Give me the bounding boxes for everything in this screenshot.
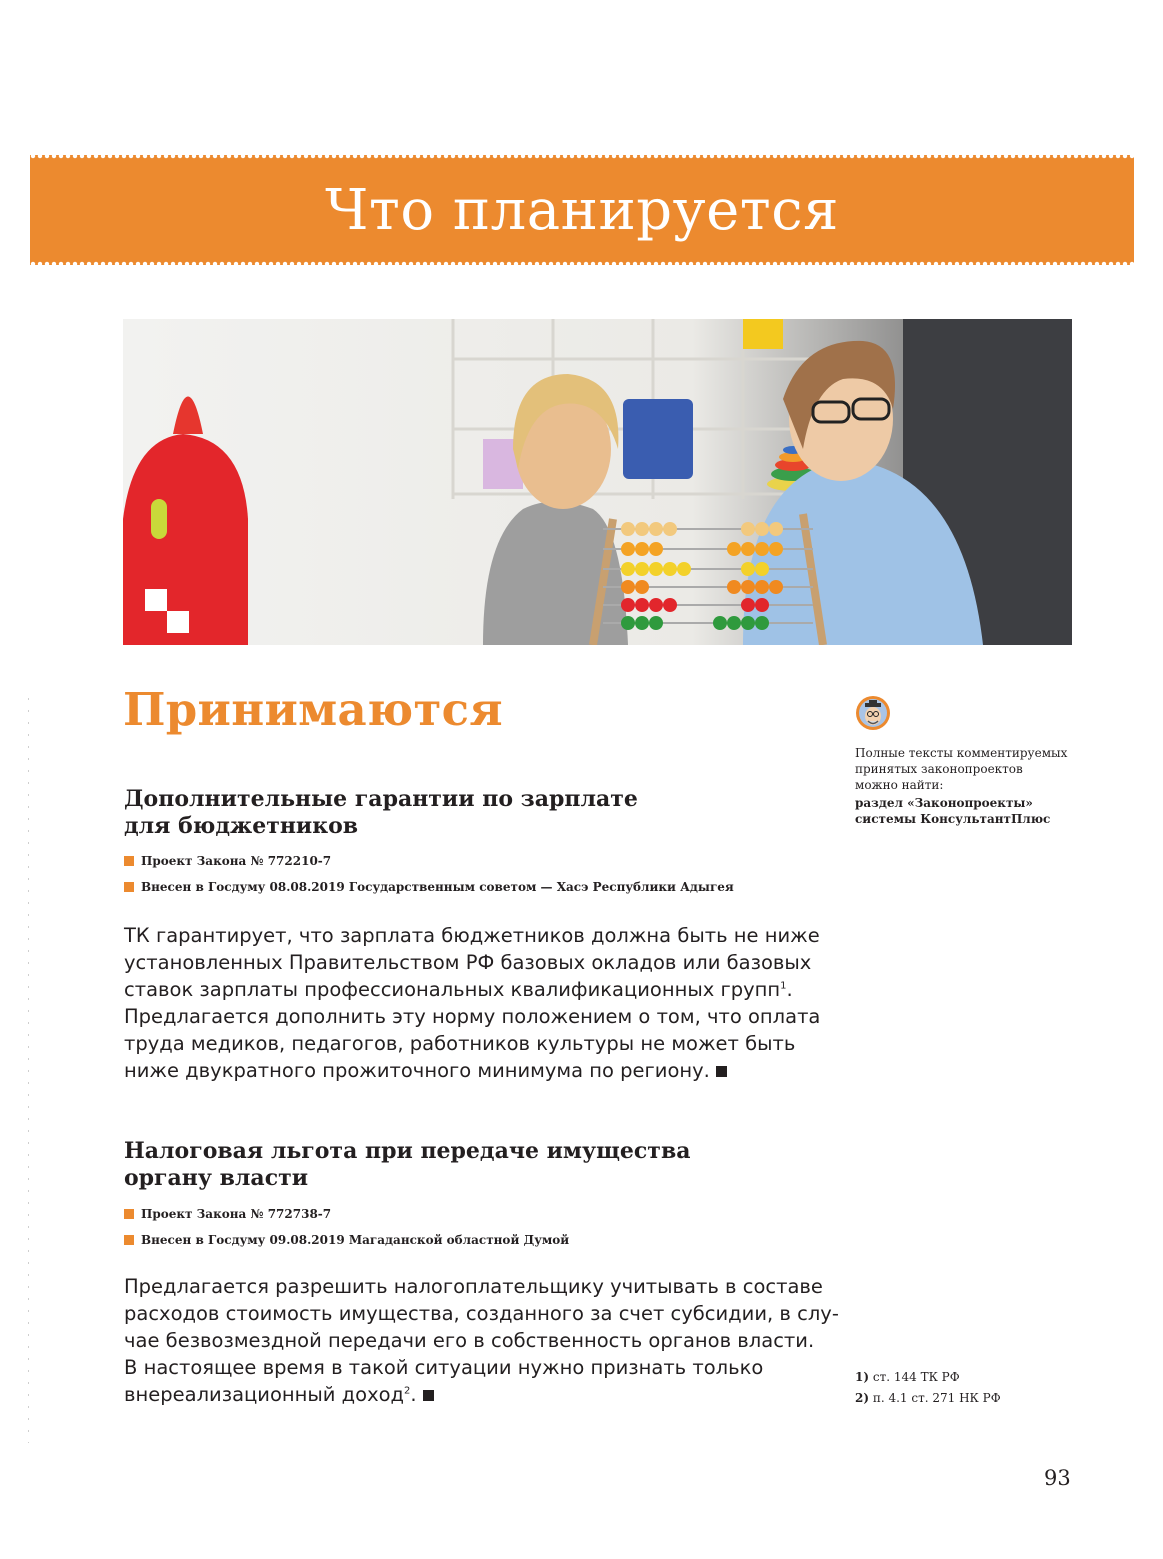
body-line: В настоящее время в такой ситуации нужно признать только <box>124 1356 764 1379</box>
article-title <box>124 1138 764 1192</box>
article-title-line: для бюджетников <box>124 813 359 839</box>
article-meta <box>124 1201 569 1253</box>
consultant-mascot-icon <box>855 695 891 731</box>
sidebar-note: Полные тексты комментируемых принятых законопроектов можно найти: <box>855 746 1068 792</box>
end-of-article-icon <box>716 1066 727 1077</box>
article-title <box>124 786 764 840</box>
article-title-line: Дополнительные гарантии по зарплате <box>124 786 638 812</box>
submission-info: Внесен в Госдуму 08.08.2019 Государственным советом — Хасэ Республики Адыгея <box>141 880 734 894</box>
footnote-item: 2) п. 4.1 ст. 271 НК РФ <box>855 1391 1001 1405</box>
sidebar-note-block <box>855 695 1075 827</box>
footnotes <box>855 1367 1001 1409</box>
article-title-line: органу власти <box>124 1165 309 1191</box>
body-line: расходов стоимость имущества, созданного за счет субсидии, в слу- <box>124 1302 839 1325</box>
footnote-item: 1) ст. 144 ТК РФ <box>855 1370 960 1384</box>
article-body <box>124 1273 839 1408</box>
end-of-article-icon <box>423 1390 434 1401</box>
orange-square-bullet-icon <box>124 1235 134 1245</box>
body-line: установленных Правительством РФ базовых окладов или базовых <box>124 951 812 974</box>
bill-number: Проект Закона № 772210-7 <box>141 854 332 868</box>
body-line: труда медиков, педагогов, работников культуры не может быть <box>124 1032 796 1055</box>
page-number: 93 <box>1044 1466 1071 1490</box>
page-title: Что планируется <box>325 177 839 243</box>
meta-item <box>124 1201 569 1227</box>
body-line: Предлагается дополнить эту норму положением о том, что оплата <box>124 1005 821 1028</box>
bill-number: Проект Закона № 772738-7 <box>141 1207 332 1221</box>
body-line: Предлагается разрешить налогоплательщику учитывать в составе <box>124 1275 823 1298</box>
sidebar-reference: раздел «Законопроекты» системы КонсультантПлюс <box>855 796 1051 826</box>
body-line: чае безвозмездной передачи его в собственность органов власти. <box>124 1329 815 1352</box>
section-heading: Принимаются <box>123 683 503 736</box>
footnote-ref: 2 <box>404 1385 411 1397</box>
body-line: ставок зарплаты профессиональных квалификационных групп$^1$. <box>124 978 793 1001</box>
hero-image <box>123 319 1072 645</box>
page-edge-marks <box>28 698 29 1443</box>
body-line: внереализационный доход$^2$. <box>124 1381 824 1408</box>
body-line: ниже двукратного прожиточного минимума по региону. <box>124 1057 824 1084</box>
footnote-ref: 1 <box>780 980 787 992</box>
article-meta <box>124 848 734 900</box>
submission-info: Внесен в Госдуму 09.08.2019 Магаданской областной Думой <box>141 1233 570 1247</box>
article-body <box>124 922 824 1084</box>
orange-square-bullet-icon <box>124 856 134 866</box>
meta-item <box>124 848 734 874</box>
article-title-line: Налоговая льгота при передаче имущества <box>124 1138 691 1164</box>
orange-square-bullet-icon <box>124 1209 134 1219</box>
meta-item <box>124 1227 569 1253</box>
orange-square-bullet-icon <box>124 882 134 892</box>
header-banner <box>30 155 1134 265</box>
meta-item <box>124 874 734 900</box>
teacher-child-abacus-photo <box>123 319 1072 645</box>
body-line: ТК гарантирует, что зарплата бюджетников должна быть не ниже <box>124 924 820 947</box>
